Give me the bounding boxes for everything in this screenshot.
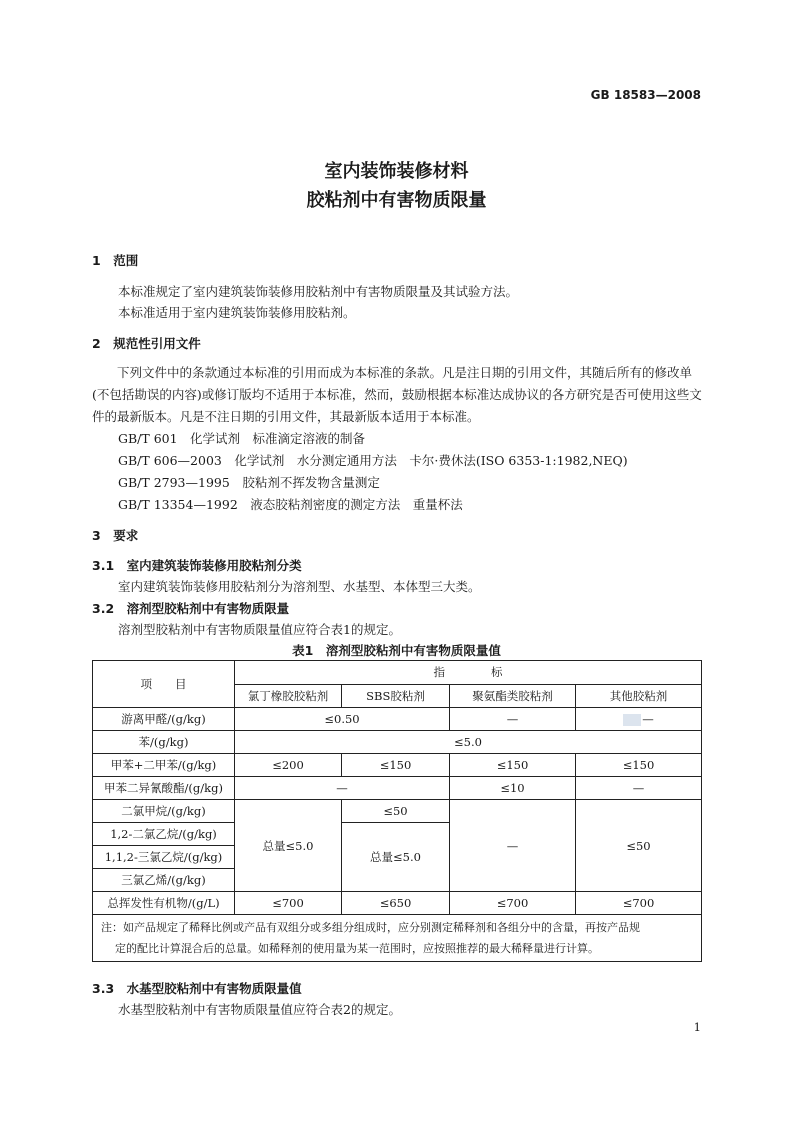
table-cell: —: [450, 800, 576, 892]
section-1-para-1: 本标准规定了室内建筑装饰装修用胶粘剂中有害物质限量及其试验方法。: [118, 284, 519, 299]
section-3-1-para: 室内建筑装饰装修用胶粘剂分为溶剂型、水基型、本体型三大类。: [118, 579, 481, 594]
section-3-2-para: 溶剂型胶粘剂中有害物质限量值应符合表1的规定。: [118, 622, 401, 637]
table-cell: ≤50: [342, 800, 450, 823]
section-2-heading: 2 规范性引用文件: [92, 336, 201, 351]
index-header: 指 标: [235, 661, 702, 685]
section-1-heading: 1 范围: [92, 253, 139, 268]
table-cell-value: —: [642, 712, 654, 726]
row-label: 二氯甲烷/(g/kg): [93, 800, 235, 823]
reference-item: GB/T 606—2003 化学试剂 水分测定通用方法 卡尔·费休法(ISO 6353-1:1982,NEQ): [118, 453, 628, 468]
table-cell: 总量≤5.0: [235, 800, 342, 892]
table-cell: —: [235, 777, 450, 800]
table-cell: ≤700: [450, 892, 576, 915]
row-label: 甲苯+二甲苯/(g/kg): [93, 754, 235, 777]
highlight-mark: [623, 714, 641, 726]
column-header: 氯丁橡胶胶粘剂: [235, 684, 342, 708]
table-cell: ≤650: [342, 892, 450, 915]
note-line-1: 注：如产品规定了稀释比例或产品有双组分或多组分组成时，应分别测定稀释剂和各组分中的含量，再按产品规: [101, 921, 640, 934]
table-1: [92, 660, 702, 962]
column-header: 聚氨酯类胶粘剂: [450, 684, 576, 708]
section-3-3-para: 水基型胶粘剂中有害物质限量值应符合表2的规定。: [118, 1002, 401, 1017]
table-cell: ≤700: [576, 892, 702, 915]
title-line-2: 胶粘剂中有害物质限量: [306, 190, 487, 211]
table-cell: 总量≤5.0: [342, 823, 450, 892]
table-note: [93, 915, 702, 962]
section-2-paragraph: 下列文件中的条款通过本标准的引用而成为本标准的条款。凡是注日期的引用文件，其随后所有的修改单(不包括勘误的内容)或修订版均不适用于本标准，然而，鼓励根据本标准达成协议的各方研究是否可使用这些文件的最新版本。凡是不注日期的引用文件，其最新版本适用于本标准。: [92, 365, 702, 424]
section-3-3-heading: 3.3 水基型胶粘剂中有害物质限量值: [92, 981, 302, 996]
column-header: 其他胶粘剂: [576, 684, 702, 708]
table-note-row: [93, 915, 702, 962]
reference-item: GB/T 13354—1992 液态胶粘剂密度的测定方法 重量杯法: [118, 497, 463, 512]
row-label: 1,2-二氯乙烷/(g/kg): [93, 823, 235, 846]
table-cell: ≤150: [576, 754, 702, 777]
table-cell: —: [450, 708, 576, 731]
table-cell: ≤700: [235, 892, 342, 915]
note-line-2: 定的配比计算混合后的总量。如稀释剂的使用量为某一范围时，应按照推荐的最大稀释量进行计算。: [115, 942, 599, 955]
table-cell: [576, 708, 702, 731]
table-row: [93, 754, 702, 777]
table-row: [93, 731, 702, 754]
table-cell: ≤0.50: [235, 708, 450, 731]
row-label: 甲苯二异氰酸酯/(g/kg): [93, 777, 235, 800]
column-header: SBS胶粘剂: [342, 684, 450, 708]
table-cell: ≤10: [450, 777, 576, 800]
reference-item: GB/T 601 化学试剂 标准滴定溶液的制备: [118, 431, 366, 446]
section-3-2-heading: 3.2 溶剂型胶粘剂中有害物质限量: [92, 601, 290, 616]
row-label: 游离甲醛/(g/kg): [93, 708, 235, 731]
row-label: 总挥发性有机物/(g/L): [93, 892, 235, 915]
table-row: [93, 708, 702, 731]
title-line-1: 室内装饰装修材料: [324, 161, 469, 182]
table-row: [93, 777, 702, 800]
table-cell: ≤50: [576, 800, 702, 892]
table-row: [93, 892, 702, 915]
table-cell: ≤200: [235, 754, 342, 777]
section-1-para-2: 本标准适用于室内建筑装饰装修用胶粘剂。: [118, 305, 356, 320]
row-label: 1,1,2-三氯乙烷/(g/kg): [93, 846, 235, 869]
table-cell: ≤150: [450, 754, 576, 777]
row-label: 三氯乙烯/(g/kg): [93, 869, 235, 892]
page-number: 1: [693, 1020, 701, 1034]
section-3-heading: 3 要求: [92, 528, 139, 543]
table-cell: ≤150: [342, 754, 450, 777]
item-header: 项 目: [93, 661, 235, 708]
table-cell: ≤5.0: [235, 731, 702, 754]
table-cell: —: [576, 777, 702, 800]
reference-item: GB/T 2793—1995 胶粘剂不挥发物含量测定: [118, 475, 380, 490]
table-row: [93, 800, 702, 823]
table-1-caption: 表1 溶剂型胶粘剂中有害物质限量值: [292, 643, 501, 658]
section-3-1-heading: 3.1 室内建筑装饰装修用胶粘剂分类: [92, 558, 302, 573]
row-label: 苯/(g/kg): [93, 731, 235, 754]
standard-code: GB 18583—2008: [590, 88, 701, 102]
